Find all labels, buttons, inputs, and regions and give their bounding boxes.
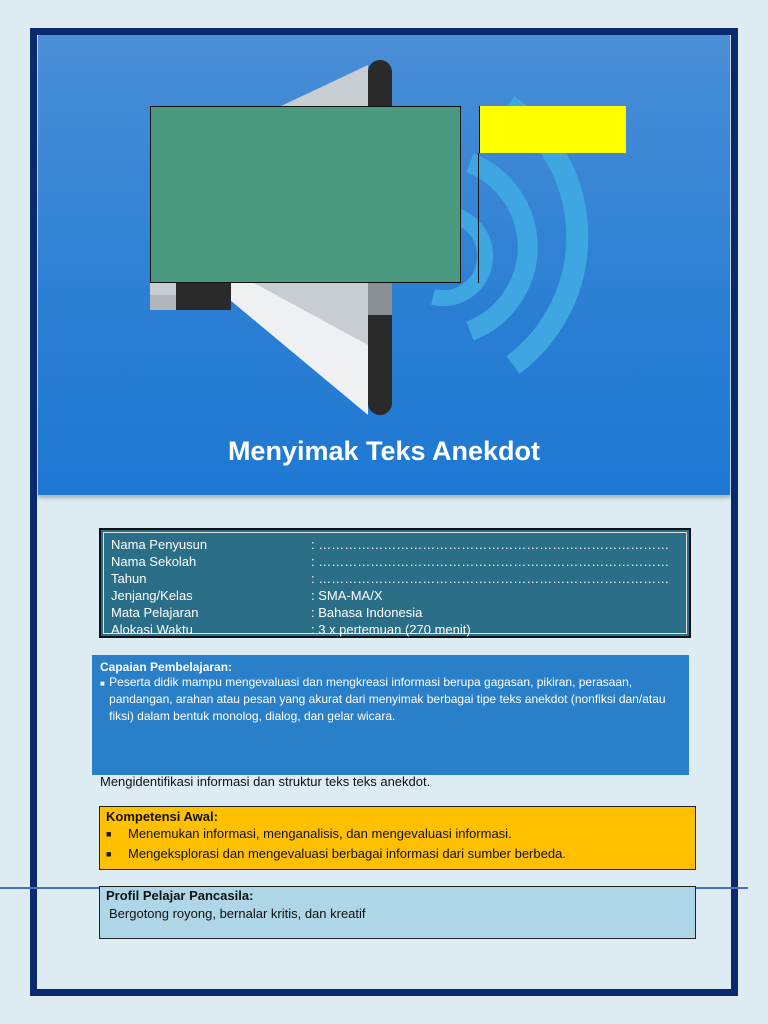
divider-line: [478, 153, 479, 283]
identity-row: Nama Penyusun : ………………………………………………………………………: [111, 537, 670, 552]
kompetensi-heading: Kompetensi Awal:: [106, 809, 218, 824]
list-item: ■ Menemukan informasi, menganalisis, dan mengevaluasi informasi.: [106, 824, 689, 844]
list-item: ■ Mengeksplorasi dan mengevaluasi berbagai informasi dari sumber berbeda.: [106, 844, 689, 864]
image-placeholder-green: [150, 106, 461, 283]
capaian-pembelajaran-box: [92, 655, 689, 775]
bullet-icon: ■: [100, 679, 105, 688]
identity-row: Tahun : ………………………………………………………………………: [111, 571, 670, 586]
identity-row: Jenjang/Kelas : SMA-MA/X: [111, 588, 383, 603]
identity-row: Mata Pelajaran : Bahasa Indonesia: [111, 605, 423, 620]
identity-row: Alokasi Waktu : 3 x pertemuan (270 menit): [111, 622, 471, 637]
identity-row: Nama Sekolah : ………………………………………………………………………: [111, 554, 670, 569]
profil-text: Bergotong royong, bernalar kritis, dan kreatif: [109, 906, 366, 921]
bullet-icon: ■: [106, 829, 112, 839]
profil-heading: Profil Pelajar Pancasila:: [106, 888, 254, 903]
capaian-heading: Capaian Pembelajaran:: [100, 660, 233, 674]
learning-goal: Mengidentifikasi informasi dan struktur teks teks anekdot.: [100, 774, 431, 789]
page-title: Menyimak Teks Anekdot: [227, 436, 541, 466]
identity-table: [99, 528, 691, 638]
list-item: ■ Peserta didik mampu mengevaluasi dan mengkreasi informasi berupa gagasan, pikiran, perasaan, pandangan, arahan atau pesan yang akurat dari menyimak berbagai tipe teks anekdot (nonfiksi dan/atau fiksi) dalam bentuk monolog, dialog, dan gelar wicara.: [100, 675, 666, 723]
kompetensi-awal-box: [99, 806, 696, 870]
bullet-icon: ■: [106, 849, 112, 859]
image-placeholder-yellow: [479, 106, 626, 153]
profil-pelajar-box: [99, 886, 696, 939]
